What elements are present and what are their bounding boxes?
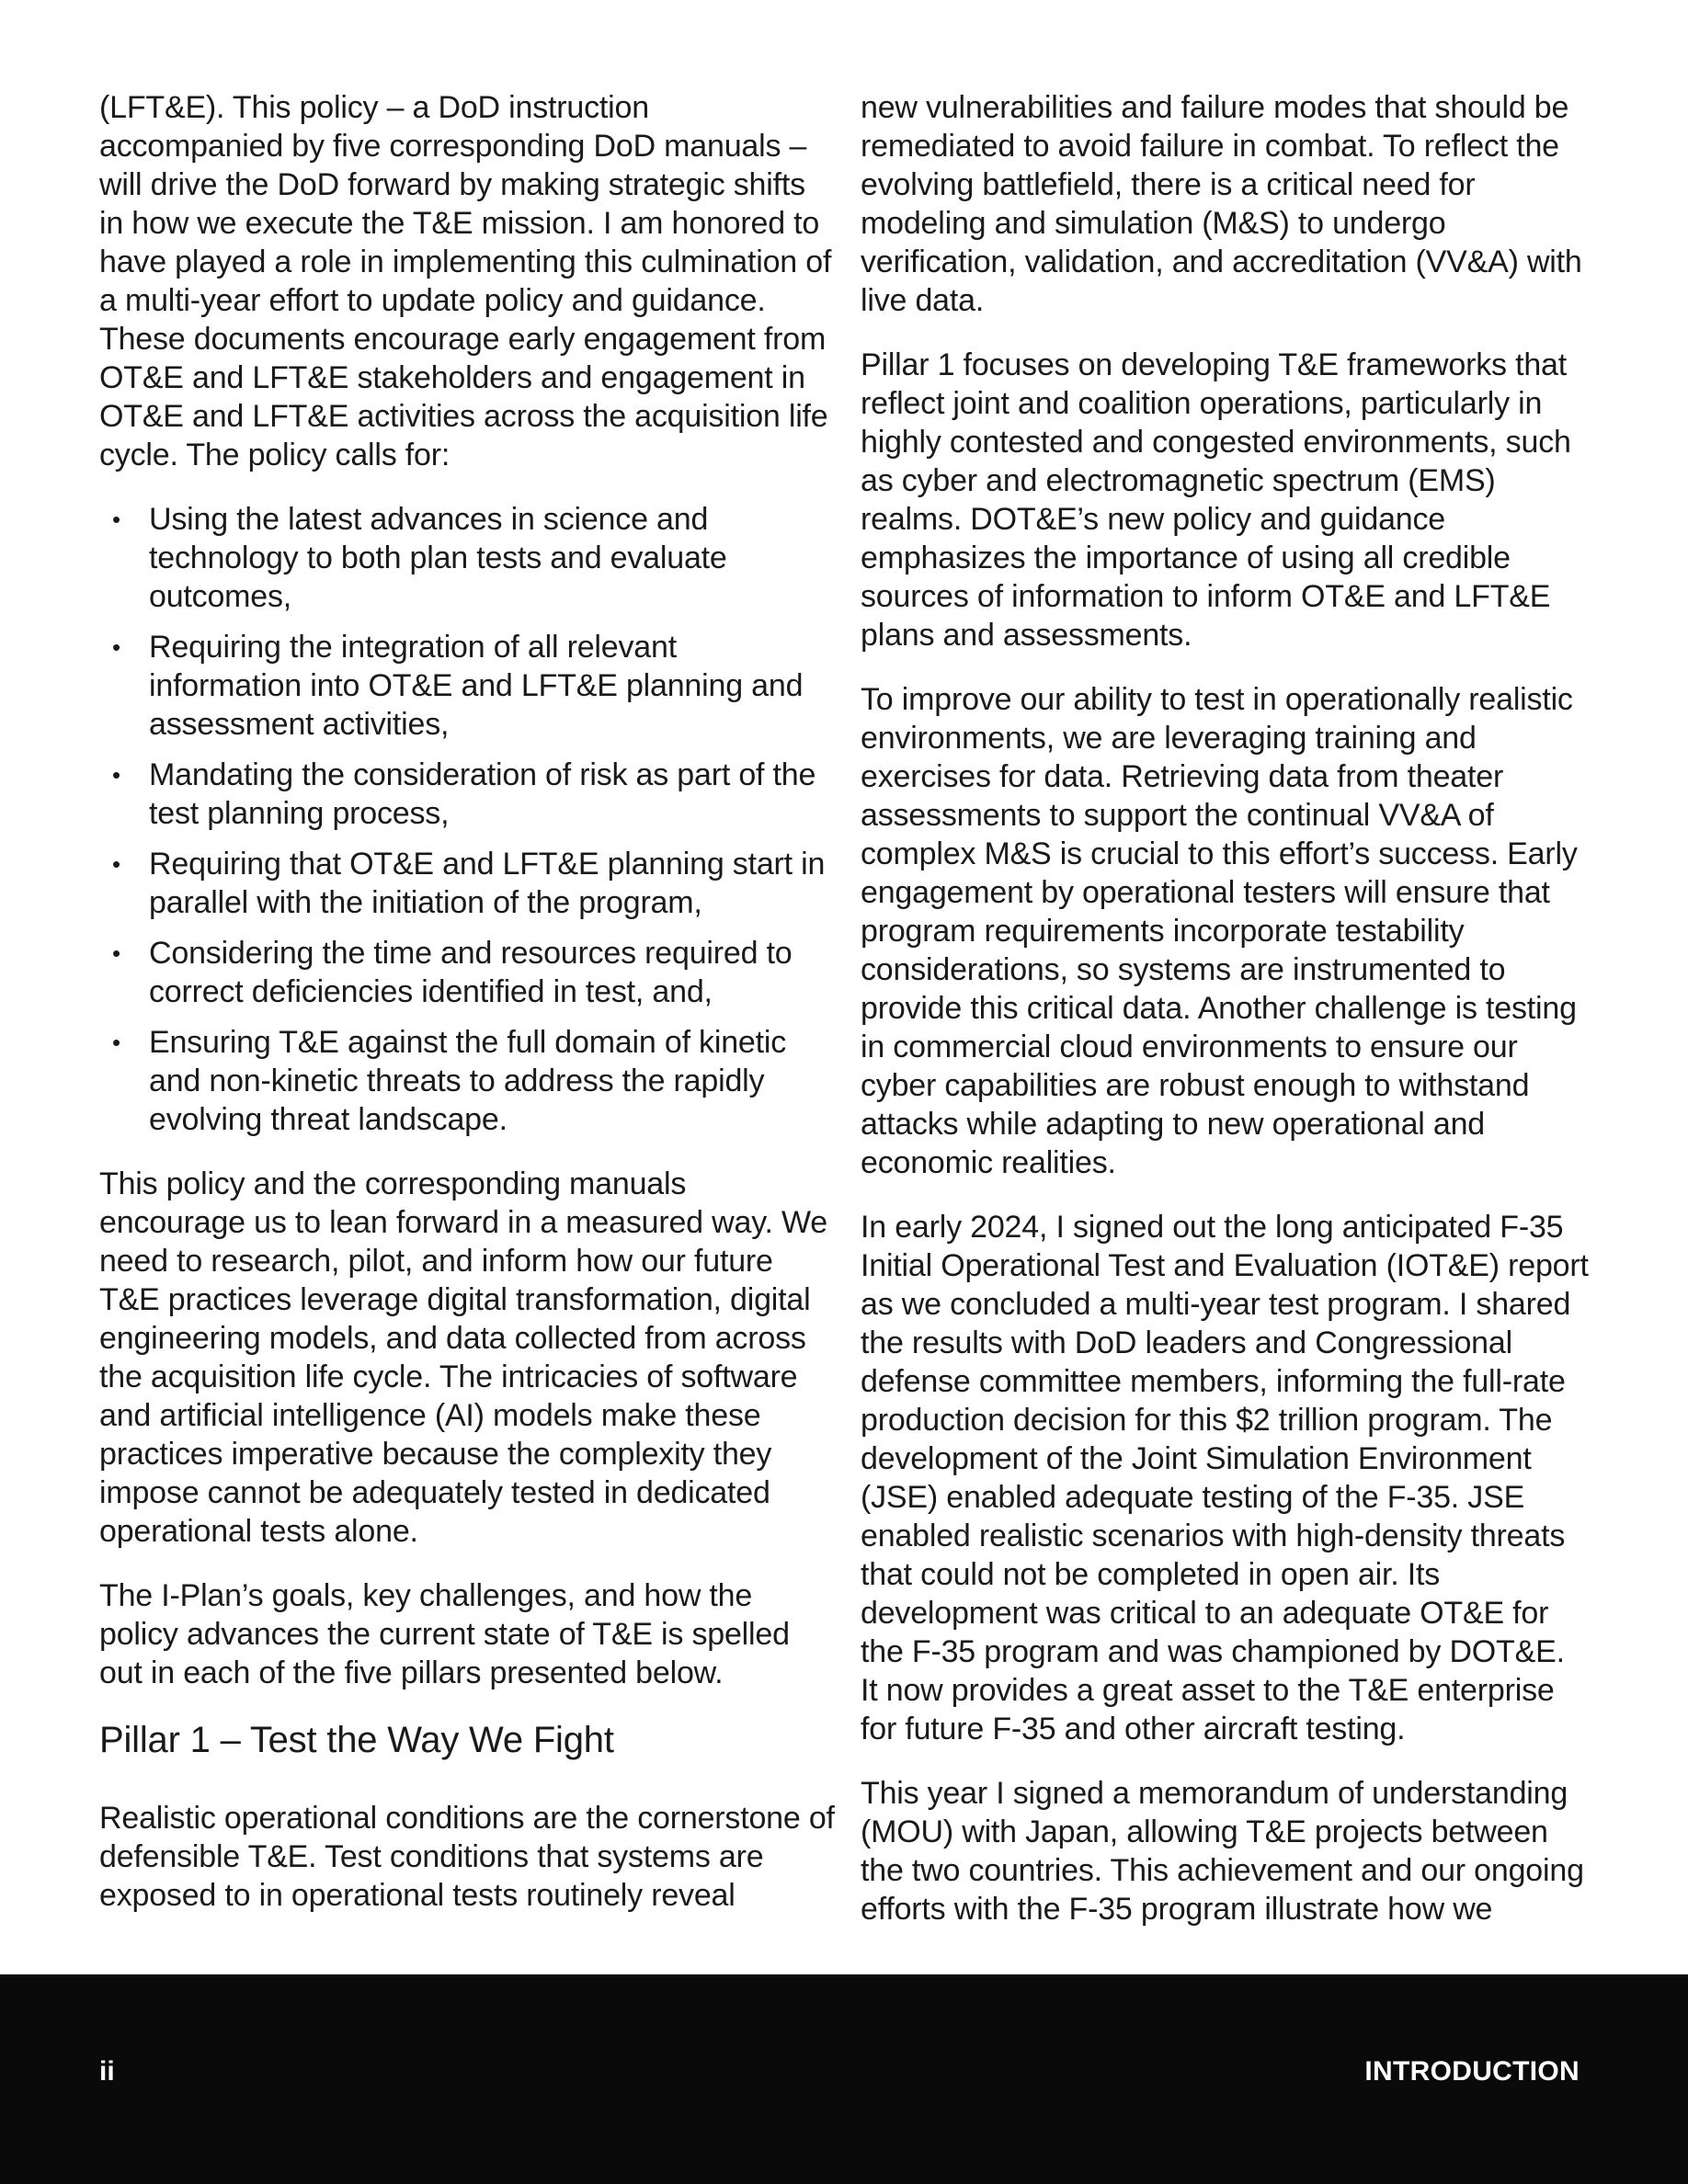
bullet-item: • Considering the time and resources required to correct deficiencies identified in test, and, [99,934,835,1011]
pillar-1-heading: Pillar 1 – Test the Way We Fight [99,1720,614,1760]
iplan-paragraph: The I-Plan’s goals, key challenges, and how the policy advances the current state of T&E is spelled out in each of the five pillars presented below. [99,1578,790,1690]
continued-paragraph: new vulnerabilities and failure modes that should be remediated to avoid failure in combat. To reflect the evolving battlefield, there is a critical need for modeling and simulation (M&S) to undergo verification, validation, and accreditation (VV&A) with live data. [861,90,1582,318]
pillar-1-focus-paragraph: Pillar 1 focuses on developing T&E frameworks that reflect joint and coalition operations, particularly in highly contested and congested environments, such as cyber and electromagnetic spectrum (EMS) realms. DOT&E’s new policy and guidance emphasizes the importance of using all credible sources of information to inform OT&E and LFT&E plans and assessments. [861,347,1571,653]
policy-bullet-list [99,500,835,1139]
left-column [99,88,835,1940]
bullet-item: • Requiring that OT&E and LFT&E planning start in parallel with the initiation of the program, [99,845,835,922]
improve-testing-paragraph: To improve our ability to test in operationally realistic environments, we are leveraging training and exercises for data. Retrieving data from theater assessments to support the continual VV&A of complex M&S is crucial to this effort’s success. Early engagement by operational testers will ensure that program requirements incorporate testability considerations, so systems are instrumented to provide this critical data. Another challenge is testing in commercial cloud environments to ensure our cyber capabilities are robust enough to withstand attacks while adapting to new operational and economic realities. [861,682,1578,1180]
page-number: ii [99,2056,115,2087]
section-title: INTRODUCTION [1364,2056,1580,2087]
bullet-item: • Requiring the integration of all relevant information into OT&E and LFT&E planning and assessment activities, [99,628,835,744]
right-column [861,88,1589,1954]
bullet-item: • Using the latest advances in science and technology to both plan tests and evaluate outcomes, [99,500,835,616]
mou-paragraph: This year I signed a memorandum of understanding (MOU) with Japan, allowing T&E projects between the two countries. This achievement and our ongoing efforts with the F-35 program illustrate how we [861,1776,1584,1927]
bullet-item: • Ensuring T&E against the full domain of kinetic and non-kinetic threats to address the rapidly evolving threat landscape. [99,1023,835,1139]
realistic-conditions-paragraph: Realistic operational conditions are the cornerstone of defensible T&E. Test conditions that systems are exposed to in operational tests routinely reveal [99,1801,835,1913]
page-footer [0,1974,1688,2184]
intro-paragraph: (LFT&E). This policy – a DoD instruction accompanied by five corresponding DoD manuals – will drive the DoD forward by making strategic shifts in how we execute the T&E mission. I am honored to have played a role in implementing this culmination of a multi-year effort to update policy and guidance. These documents encourage early engagement from OT&E and LFT&E stakeholders and engagement in OT&E and LFT&E activities across the acquisition life cycle. The policy calls for: [99,90,832,472]
policy-paragraph: This policy and the corresponding manuals encourage us to lean forward in a measured way. We need to research, pilot, and inform how our future T&E practices leverage digital transformation, digital engineering models, and data collected from across the acquisition life cycle. The intricacies of software and artificial intelligence (AI) models make these practices imperative because the complexity they impose cannot be adequately tested in dedicated operational tests alone. [99,1166,827,1549]
f35-paragraph: In early 2024, I signed out the long anticipated F-35 Initial Operational Test and Evaluation (IOT&E) report as we concluded a multi-year test program. I shared the results with DoD leaders and Congressional defense committee members, informing the full-rate production decision for this $2 trillion program. The development of the Joint Simulation Environment (JSE) enabled adequate testing of the F-35. JSE enabled realistic scenarios with high-density threats that could not be completed in open air. Its development was critical to an adequate OT&E for the F-35 program and was championed by DOT&E. It now provides a great asset to the T&E enterprise for future F-35 and other aircraft testing. [861,1210,1589,1746]
bullet-item: • Mandating the consideration of risk as part of the test planning process, [99,756,835,833]
